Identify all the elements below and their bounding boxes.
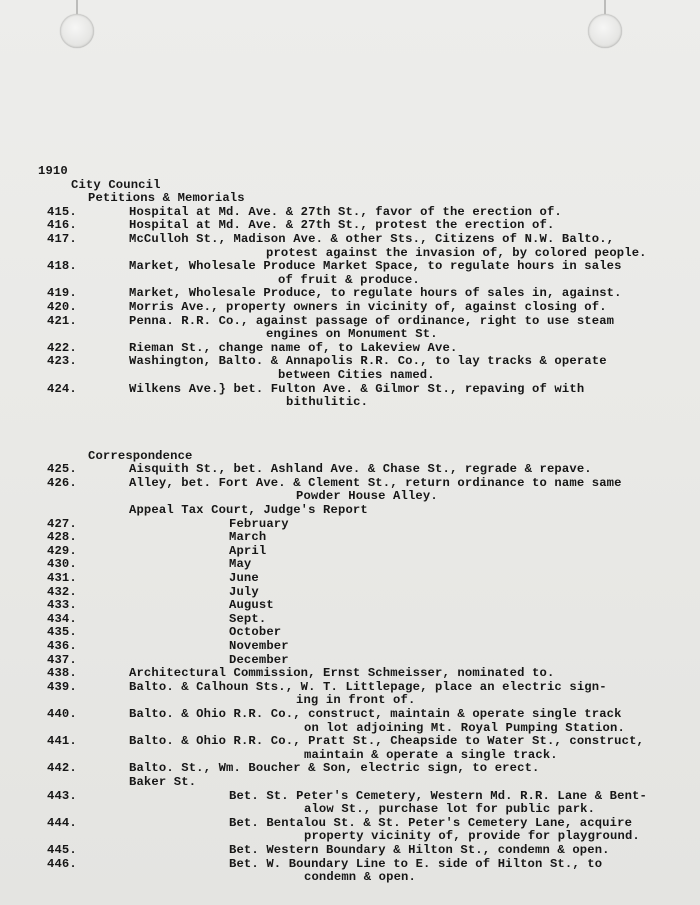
month-row: 437. December (47, 652, 289, 667)
section-title: Petitions & Memorials (88, 191, 245, 206)
punch-hole (60, 14, 94, 48)
entry-row: 443. Bet. St. Peter's Cemetery, Western Md. R.R. Lane & Bent- (47, 788, 647, 803)
entry-row: 446. Bet. W. Boundary Line to E. side of Hilton St., to (47, 856, 603, 871)
entry-row: 442. Balto. St., Wm. Boucher & Son, electric sign, to erect. (47, 761, 540, 776)
subheading: Baker St. (129, 774, 197, 789)
entry-row: 420. Morris Ave., property owners in vicinity of, against closing of. (47, 299, 607, 314)
entry-row: 422. Rieman St., change name of, to Lakeview Ave. (47, 340, 458, 355)
month-row: 432. July (47, 584, 259, 599)
month-row: 427. February (47, 516, 289, 531)
entry-row: 438. Architectural Commission, Ernst Schmeisser, nominated to. (47, 666, 555, 681)
entry-row: 441. Balto. & Ohio R.R. Co., Pratt St., Cheapside to Water St., construct, (47, 734, 644, 749)
month-row: 429. April (47, 543, 267, 558)
entry-row: 445. Bet. Western Boundary & Hilton St., condemn & open. (47, 842, 610, 857)
entry-row: 440. Balto. & Ohio R.R. Co., construct, maintain & operate single track (47, 706, 622, 721)
entry-row: 421. Penna. R.R. Co., against passage of ordinance, right to use steam (47, 313, 615, 328)
entry-row: 418. Market, Wholesale Produce Market Space, to regulate hours in sales (47, 259, 622, 274)
month-row: 435. October (47, 625, 282, 640)
punch-hole (588, 14, 622, 48)
entry-row: 425. Aisquith St., bet. Ashland Ave. & Chase St., regrade & repave. (47, 462, 592, 477)
entry-row: 444. Bet. Bentalou St. & St. Peter's Cemetery Lane, acquire (47, 815, 633, 830)
month-row: 434. Sept. (47, 611, 267, 626)
entry-row: 419. Market, Wholesale Produce, to regulate hours of sales in, against. (47, 286, 622, 301)
entry-row: 416. Hospital at Md. Ave. & 27th St., protest the erection of. (47, 218, 555, 233)
typed-index: 1910 City Council Petitions & Memorials 415. Hospital at Md. Ave. & 27th St., favor of the erection of. 416. Hospital at Md. Ave. & 27th St., protest the erection of. 417. McCulloh St., Madison Ave. & other Sts., Citizens of N.W. Balto., protest against the invasion of, by colored people. 418. Market, Wholesale Produce Market Space, to regulate hours in sales of fruit & produce. 419. Market, Wholesale Produce, to regulate hours of sales in, against. 420. Morris Ave., property owners in vicinity of, against closing of. 421. Penna. R.R. Co., against passage of ordinance, right to use steam engines on Monument St. 422. Rieman St., change name of, to Lakeview Ave. 423. Washington, Balto. & Annapolis R.R. Co., to lay tracks & operate between Cities named. 424. Wilkens Ave.} bet. Fulton Ave. & Gilmor St., repaving of with bithulitic. Correspondence 425. Aisquith St., bet. Ashland Ave. & Chase St., regrade & repave. 426. Alley, bet. Fort Ave. & Clement St., return ordinance to name same Powder House Alley. Appeal Tax Court, Judge's Report 427. February 428. March 429. April 430. May 431. June 432. July 433. August 434. Sept. 435. October 436. November 437. December 438. Architectural Commission, Ernst Schmeisser, nominated to. 439. Balto. & Calhoun Sts., W. T. Littlepage, place an electric sign- ing in front of. 440. Balto. & Ohio R.R. Co., construct, maintain & operate single track on lot adjoining Mt. Royal Pumping Station. 441. Balto. & Ohio R.R. Co., Pratt St., Cheapside to Water St., construct, maintain & operate a single track. 442. Balto. St., Wm. Boucher & Son, electric sign, to erect. Baker St. 443. Bet. St. Peter's Cemetery, Western Md. R.R. Lane & Bent- alow St., purchase lot for public park. 444. Bet. Bentalou St. & St. Peter's Cemetery Lane, acquire property vicinity of, provide for playground. 445. Bet. Western Boundary & Hilton St., condemn & open. 446. Bet. W. Boundary Line to E. side of Hilton St., to condemn & open. (0, 165, 700, 885)
month-row: 431. June (47, 571, 259, 586)
section-title: Correspondence (88, 448, 193, 463)
subheading: Appeal Tax Court, Judge's Report (129, 503, 368, 518)
month-row: 430. May (47, 557, 252, 572)
month-row: 428. March (47, 530, 267, 545)
entry-row: 423. Washington, Balto. & Annapolis R.R. Co., to lay tracks & operate (47, 354, 607, 369)
entry-row: 424. Wilkens Ave.} bet. Fulton Ave. & Gilmor St., repaving of with (47, 381, 585, 396)
month-row: 433. August (47, 598, 274, 613)
entry-row: 426. Alley, bet. Fort Ave. & Clement St., return ordinance to name same (47, 475, 622, 490)
entry-row: 415. Hospital at Md. Ave. & 27th St., favor of the erection of. (47, 204, 562, 219)
entry-row: 439. Balto. & Calhoun Sts., W. T. Littlepage, place an electric sign- (47, 679, 607, 694)
year: 1910 (38, 164, 68, 178)
heading: City Council (71, 177, 161, 192)
entry-row: 417. McCulloh St., Madison Ave. & other Sts., Citizens of N.W. Balto., (47, 231, 615, 246)
month-row: 436. November (47, 639, 289, 653)
